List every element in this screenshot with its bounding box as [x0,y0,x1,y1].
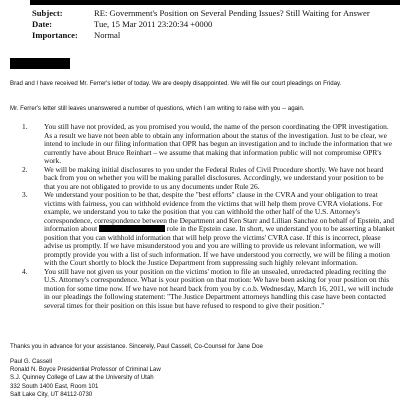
list-item-text: We will be making initial disclosures to you under the Federal Rules of Civil Procedure shortly. We have not heard back from you on whether you will be making parallel disclosures. Accordingly, we understand your position to be that you are not obligated to provide to us any documents under Rule 26. [44,164,384,191]
signature-city: Salt Lake City, UT 84112-0730 [10,390,93,398]
list-item-text: You still have not given us your position on the victims' motion to file an unsealed, unredacted pleading reciting the U.S. Attorney's correspondence. What is your position on that motion: We have been asking for your position on this motion for some time now. If we have not heard back from you by c.o.b. Wednesday, March 16, 2011, we will include in our pleadings the following statement: "The Justice Department attorneys handling this case have been contacted several times for their position on this issue but have refused to respond to give their position." [44,266,394,310]
list-item-number: 2. [22,164,28,174]
subject-value: RE: Government's Position on Several Pending Issues? Still Waiting for Answer [94,8,370,18]
list-item [8,268,396,311]
signature-address: 332 South 1400 East, Room 101 [10,382,99,390]
redaction-recipient [10,58,70,69]
list-item-text-part-b: role in the Epstein case. In short, we understand you to be asserting a blanket position that you can withhold information that will help prove the victims' CVRA case. If this is incorrect, please advise us promptly. If we have misunderstood you and you are willing to provide us relevant information, we will promptly provide you with a list of such information. If we have understood you correctly, we will be filing a motion with the Court shortly to block the Justice Department from suppressing such highly relevant information. [44,224,395,267]
closing-line: Thanks you in advance for your assistance. Sincerely, Paul Cassell, Co-Counsel for Jane Doe [10,343,263,350]
signature-block [10,358,310,399]
importance-value: Normal [94,30,121,40]
list-item-text: You still have not provided, as you promised you would, the name of the person coordinating the OPR investigation. As a result we have not been able to obtain any information about the status of the investigation. Just to be clear, we intend to include in our filing information that OPR has begun an investigation and to include the information that we currently have about Bruce Reinhart – we assume that making that information public will not compromise OPR's work. [44,122,392,165]
date-value: Tue, 15 Mar 2011 23:20:34 +0000 [94,19,213,29]
list-item-number: 1. [22,122,28,131]
list-item [8,191,396,268]
list-item-text-part-a: We understand your position to be that, despite the "best efforts" clause in the CVRA and your obligation to treat victims with fairness, you can withhold evidence from the victims that will help them prove CVRA violations. For example, we understand you to take the position that you can withhold the other half of the U.S. Attorney's correspondence, correspondence between the Department and Ken Starr and Lillian Sanchez on behalf of Epstein, and information about [44,190,394,233]
signature-institution: S.J. Quinney College of Law at the University of Utah [10,374,154,382]
list-item [8,123,396,166]
list-item [8,166,396,192]
redaction-inline [99,225,165,232]
list-item-number: 4. [22,266,28,276]
intro-paragraph: Brad and I have received Mr. Ferrer's letter of today. We are deeply disappointed. We will file our court pleadings on Friday. [10,80,342,87]
list-item-number: 3. [22,190,28,199]
subject-label: Subject: [32,8,63,18]
issue-list [8,123,396,310]
importance-label: Importance: [32,30,78,40]
signature-name: Paul G. Cassell [10,358,52,365]
intro-paragraph-2: Mr. Ferrer's letter still leaves unanswered a number of questions, which I am writing to raise with you -- again. [10,105,305,112]
redaction-bar-top [30,0,400,5]
signature-title: Ronald N. Boyce Presidential Professor of Criminal Law [10,366,161,374]
date-label: Date: [32,19,53,29]
